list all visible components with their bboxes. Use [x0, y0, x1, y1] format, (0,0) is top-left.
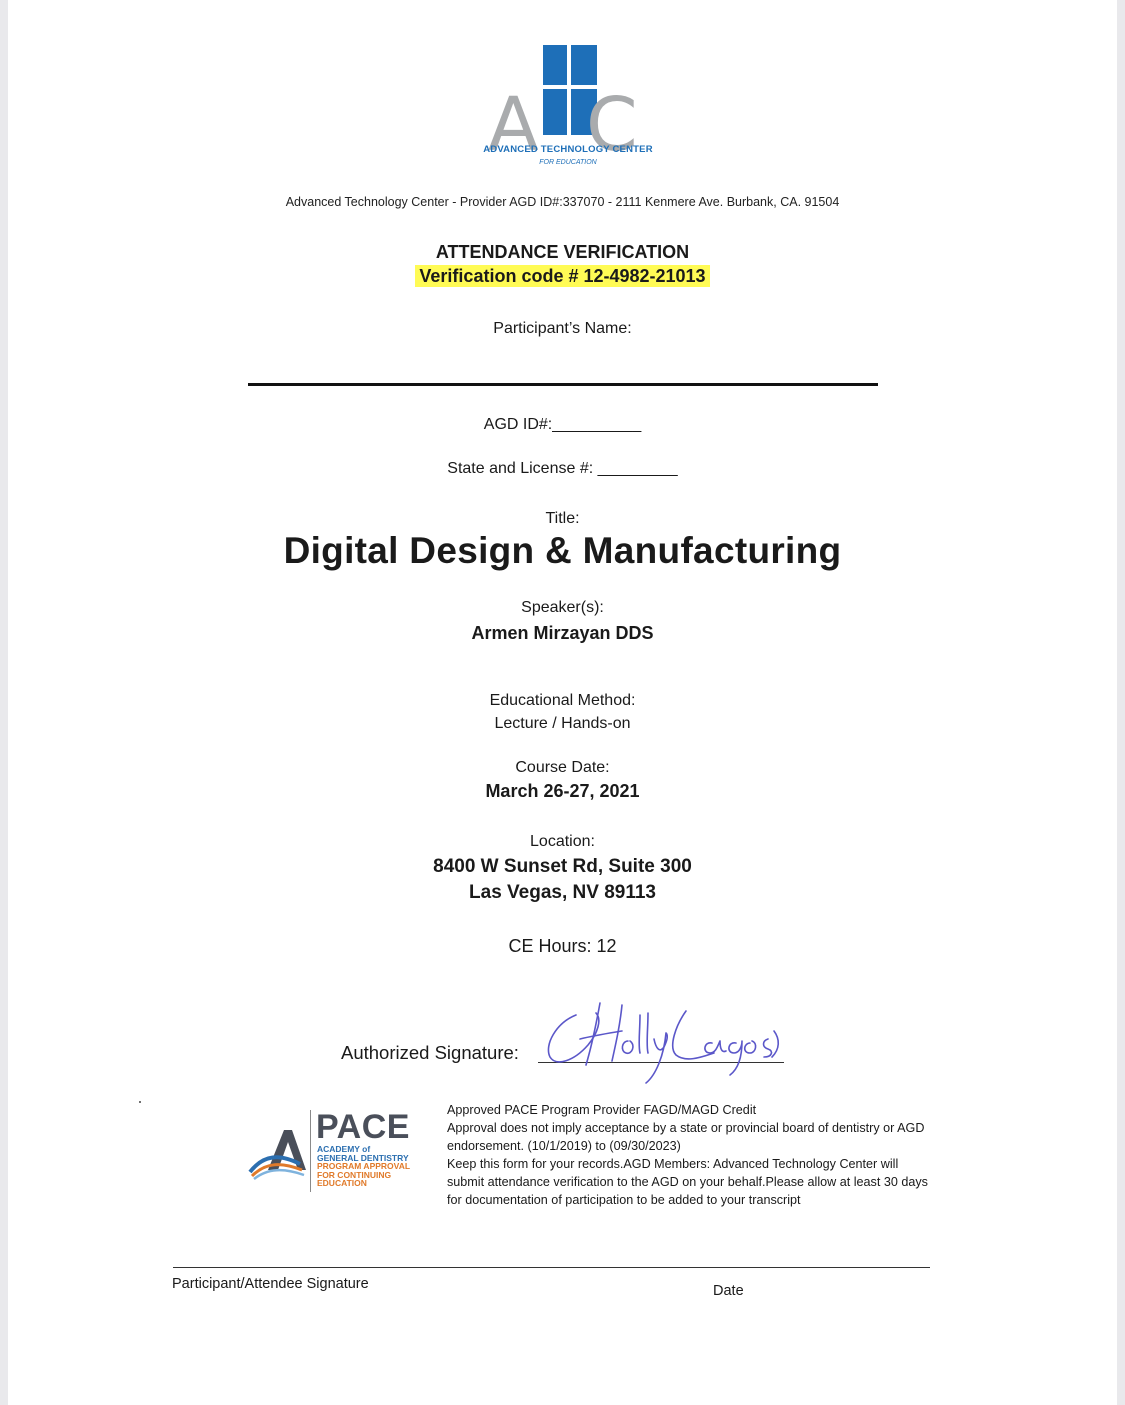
location-label: Location:: [530, 833, 595, 850]
document-page: [8, 0, 1117, 1405]
pace-text-line: Approved PACE Program Provider FAGD/MAGD Credit: [447, 1103, 757, 1117]
handwritten-signature: [536, 995, 786, 1090]
pace-wordmark: PACE: [316, 1108, 410, 1146]
pace-text-line: endorsement. (10/1/2019) to (09/30/2023): [447, 1139, 681, 1153]
logo-tagline: FOR EDUCATION: [539, 159, 597, 166]
verification-code: Verification code # 12-4982-21013: [415, 265, 709, 287]
pace-text-line: Approval does not imply acceptance by a state or provincial board of dentistry or AGD: [447, 1121, 925, 1135]
participant-name-label: Participant’s Name:: [493, 320, 632, 337]
pace-approval-text: [447, 1101, 987, 1209]
pace-logo: [248, 1108, 428, 1198]
participant-name-line: [248, 383, 878, 386]
state-license-field: State and License #: _________: [447, 460, 678, 477]
pace-text-line: for documentation of participation to be added to your transcript: [447, 1193, 801, 1207]
stray-dot: [139, 1101, 141, 1103]
method-value: Lecture / Hands-on: [494, 715, 631, 732]
verification-code-row: [8, 266, 1117, 287]
speaker-label: Speaker(s):: [521, 599, 604, 616]
course-title: Digital Design & Manufacturing: [283, 530, 842, 571]
atc-logo: [478, 40, 658, 175]
pace-a-icon: [248, 1124, 310, 1194]
location-line-1: 8400 W Sunset Rd, Suite 300: [433, 856, 692, 877]
date-label: Date: [713, 1283, 744, 1299]
title-label: Title:: [545, 510, 580, 527]
pace-text-line: Keep this form for your records.AGD Members: Advanced Technology Center will: [447, 1157, 899, 1171]
location-line-2: Las Vegas, NV 89113: [469, 882, 656, 903]
logo-letter-c: C: [586, 82, 636, 168]
method-label: Educational Method:: [489, 692, 636, 709]
participant-signature-line: [173, 1267, 930, 1268]
pace-text-line: submit attendance verification to the AGD on your behalf.Please allow at least 30 days: [447, 1175, 928, 1189]
logo-letter-a: A: [488, 82, 537, 168]
course-date: March 26-27, 2021: [485, 781, 640, 801]
ce-hours: CE Hours: 12: [508, 936, 617, 956]
provider-line: Advanced Technology Center - Provider AGD ID#:337070 - 2111 Kenmere Ave. Burbank, CA. 91504: [285, 195, 840, 209]
logo-name: ADVANCED TECHNOLOGY CENTER: [483, 144, 653, 155]
agd-id-field: AGD ID#:__________: [483, 416, 642, 433]
pace-program-text: PROGRAM APPROVAL FOR CONTINUING EDUCATION: [317, 1161, 411, 1188]
course-date-label: Course Date:: [515, 759, 610, 776]
speaker-name: Armen Mirzayan DDS: [471, 623, 654, 643]
pace-org-name: ACADEMY of GENERAL DENTISTRY: [317, 1144, 409, 1163]
page-title: ATTENDANCE VERIFICATION: [435, 242, 690, 262]
authorized-signature-label: Authorized Signature:: [341, 1042, 519, 1063]
participant-signature-label: Participant/Attendee Signature: [172, 1276, 369, 1292]
